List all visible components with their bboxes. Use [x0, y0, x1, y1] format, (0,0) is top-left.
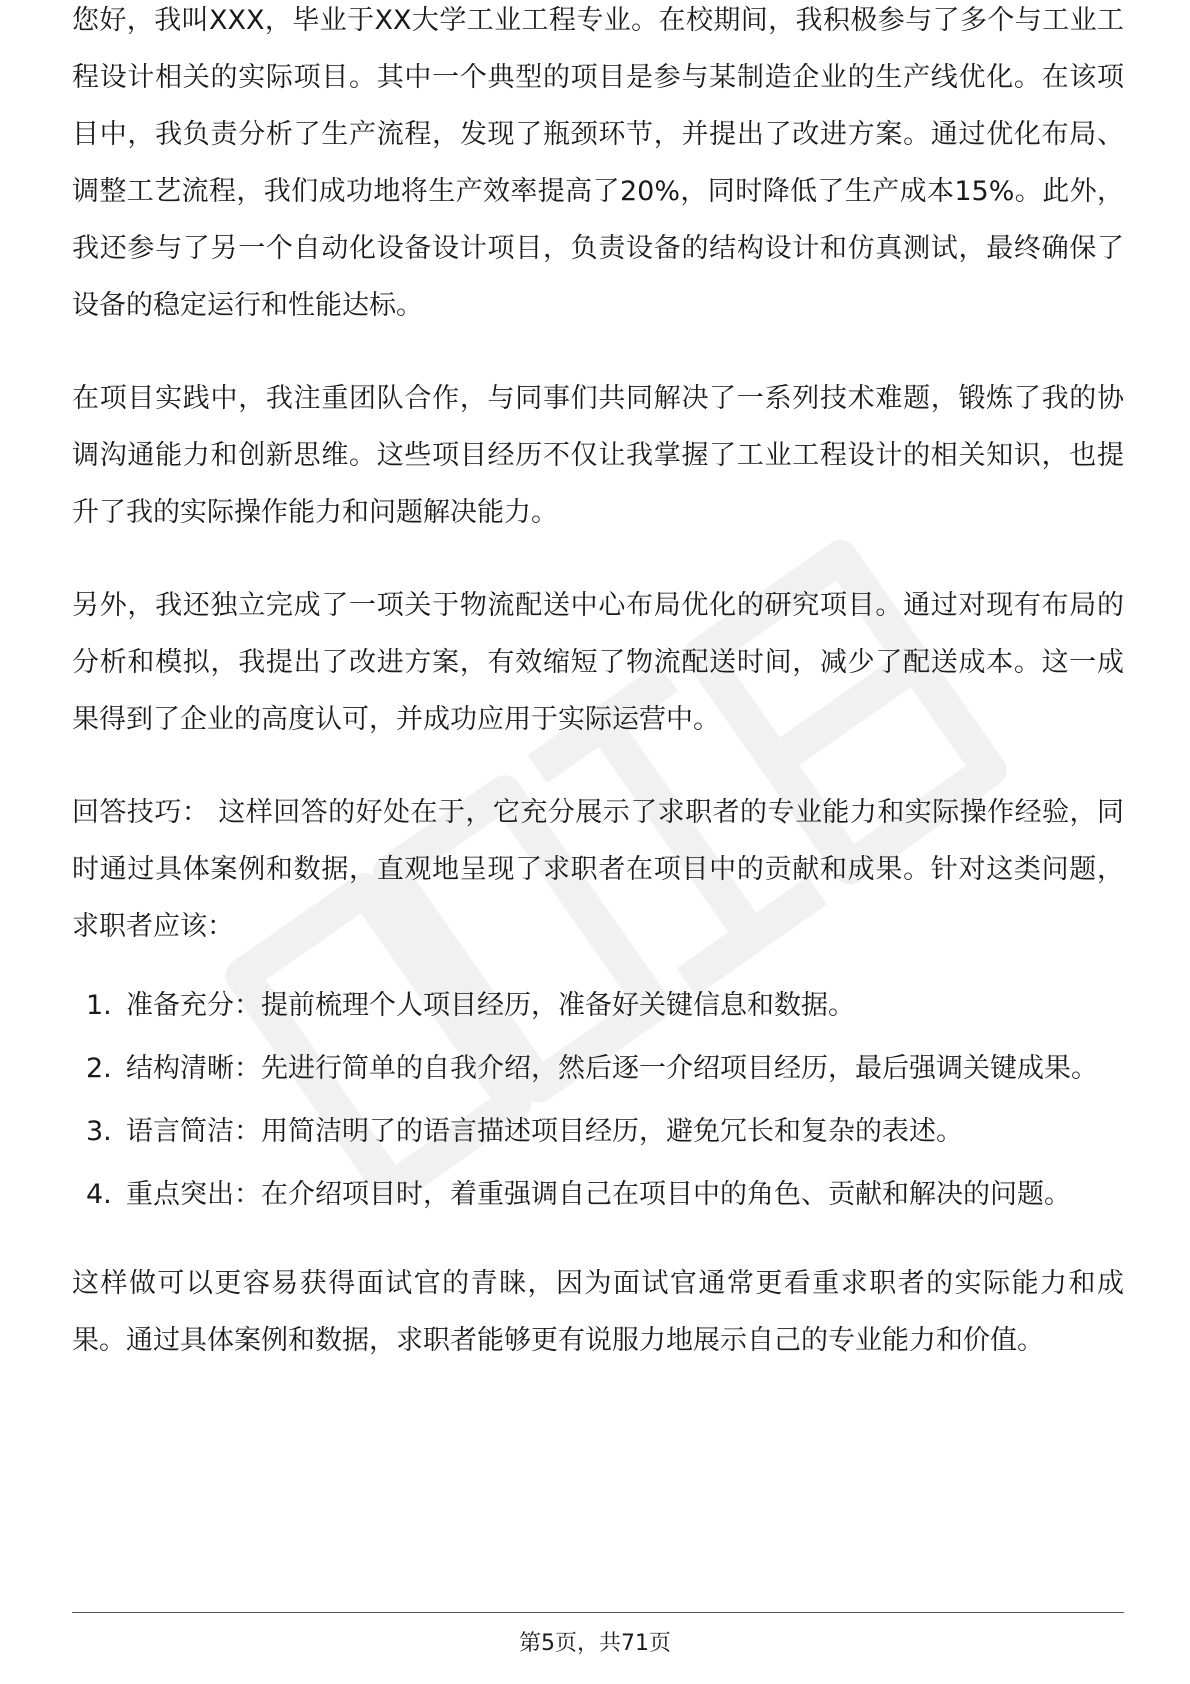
page-number: 第5页，共71页 — [519, 1631, 671, 1656]
list-item-text: 结构清晰：先进行简单的自我介绍，然后逐一介绍项目经历，最后强调关键成果。 — [126, 1053, 1098, 1084]
footer-divider — [72, 1612, 1124, 1613]
tips-list — [72, 977, 1124, 1223]
list-number: 2. — [86, 1053, 112, 1084]
main-content — [72, 0, 1124, 1369]
list-item — [72, 1040, 1124, 1097]
paragraph-logistics: 另外，我还独立完成了一项关于物流配送中心布局优化的研究项目。通过对现有布局的分析和模拟，我提出了改进方案，有效缩短了物流配送时间，减少了配送成本。这一成果得到了企业的高度认可，并成功应用于实际运营中。 — [72, 590, 1124, 735]
paragraph-intro: 您好，我叫XXX，毕业于XX大学工业工程专业。在校期间，我积极参与了多个与工业工程设计相关的实际项目。其中一个典型的项目是参与某制造企业的生产线优化。在该项目中，我负责分析了生产流程，发现了瓶颈环节，并提出了改进方案。通过优化布局、调整工艺流程，我们成功地将生产效率提高了20%，同时降低了生产成本15%。此外，我还参与了另一个自动化设备设计项目，负责设备的结构设计和仿真测试，最终确保了设备的稳定运行和性能达标。 — [72, 5, 1124, 321]
paragraph-teamwork: 在项目实践中，我注重团队合作，与同事们共同解决了一系列技术难题，锻炼了我的协调沟通能力和创新思维。这些项目经历不仅让我掌握了工业工程设计的相关知识，也提升了我的实际操作能力和问题解决能力。 — [72, 383, 1124, 528]
list-item — [72, 1103, 1124, 1160]
list-item-text: 语言简洁：用简洁明了的语言描述项目经历，避免冗长和复杂的表述。 — [126, 1116, 963, 1147]
paragraph-closing: 这样做可以更容易获得面试官的青睐，因为面试官通常更看重求职者的实际能力和成果。通过具体案例和数据，求职者能够更有说服力地展示自己的专业能力和价值。 — [72, 1268, 1124, 1356]
list-number: 4. — [86, 1179, 112, 1210]
list-item — [72, 1166, 1124, 1223]
list-item-text: 准备充分：提前梳理个人项目经历，准备好关键信息和数据。 — [126, 990, 855, 1021]
list-item — [72, 977, 1124, 1034]
paragraph-answer-tips: 回答技巧： 这样回答的好处在于，它充分展示了求职者的专业能力和实际操作经验，同时通过具体案例和数据，直观地呈现了求职者在项目中的贡献和成果。针对这类问题，求职者应该： — [72, 797, 1124, 942]
list-item-text: 重点突出：在介绍项目时，着重强调自己在项目中的角色、贡献和解决的问题。 — [126, 1179, 1071, 1210]
list-number: 1. — [86, 990, 112, 1021]
list-number: 3. — [86, 1116, 112, 1147]
